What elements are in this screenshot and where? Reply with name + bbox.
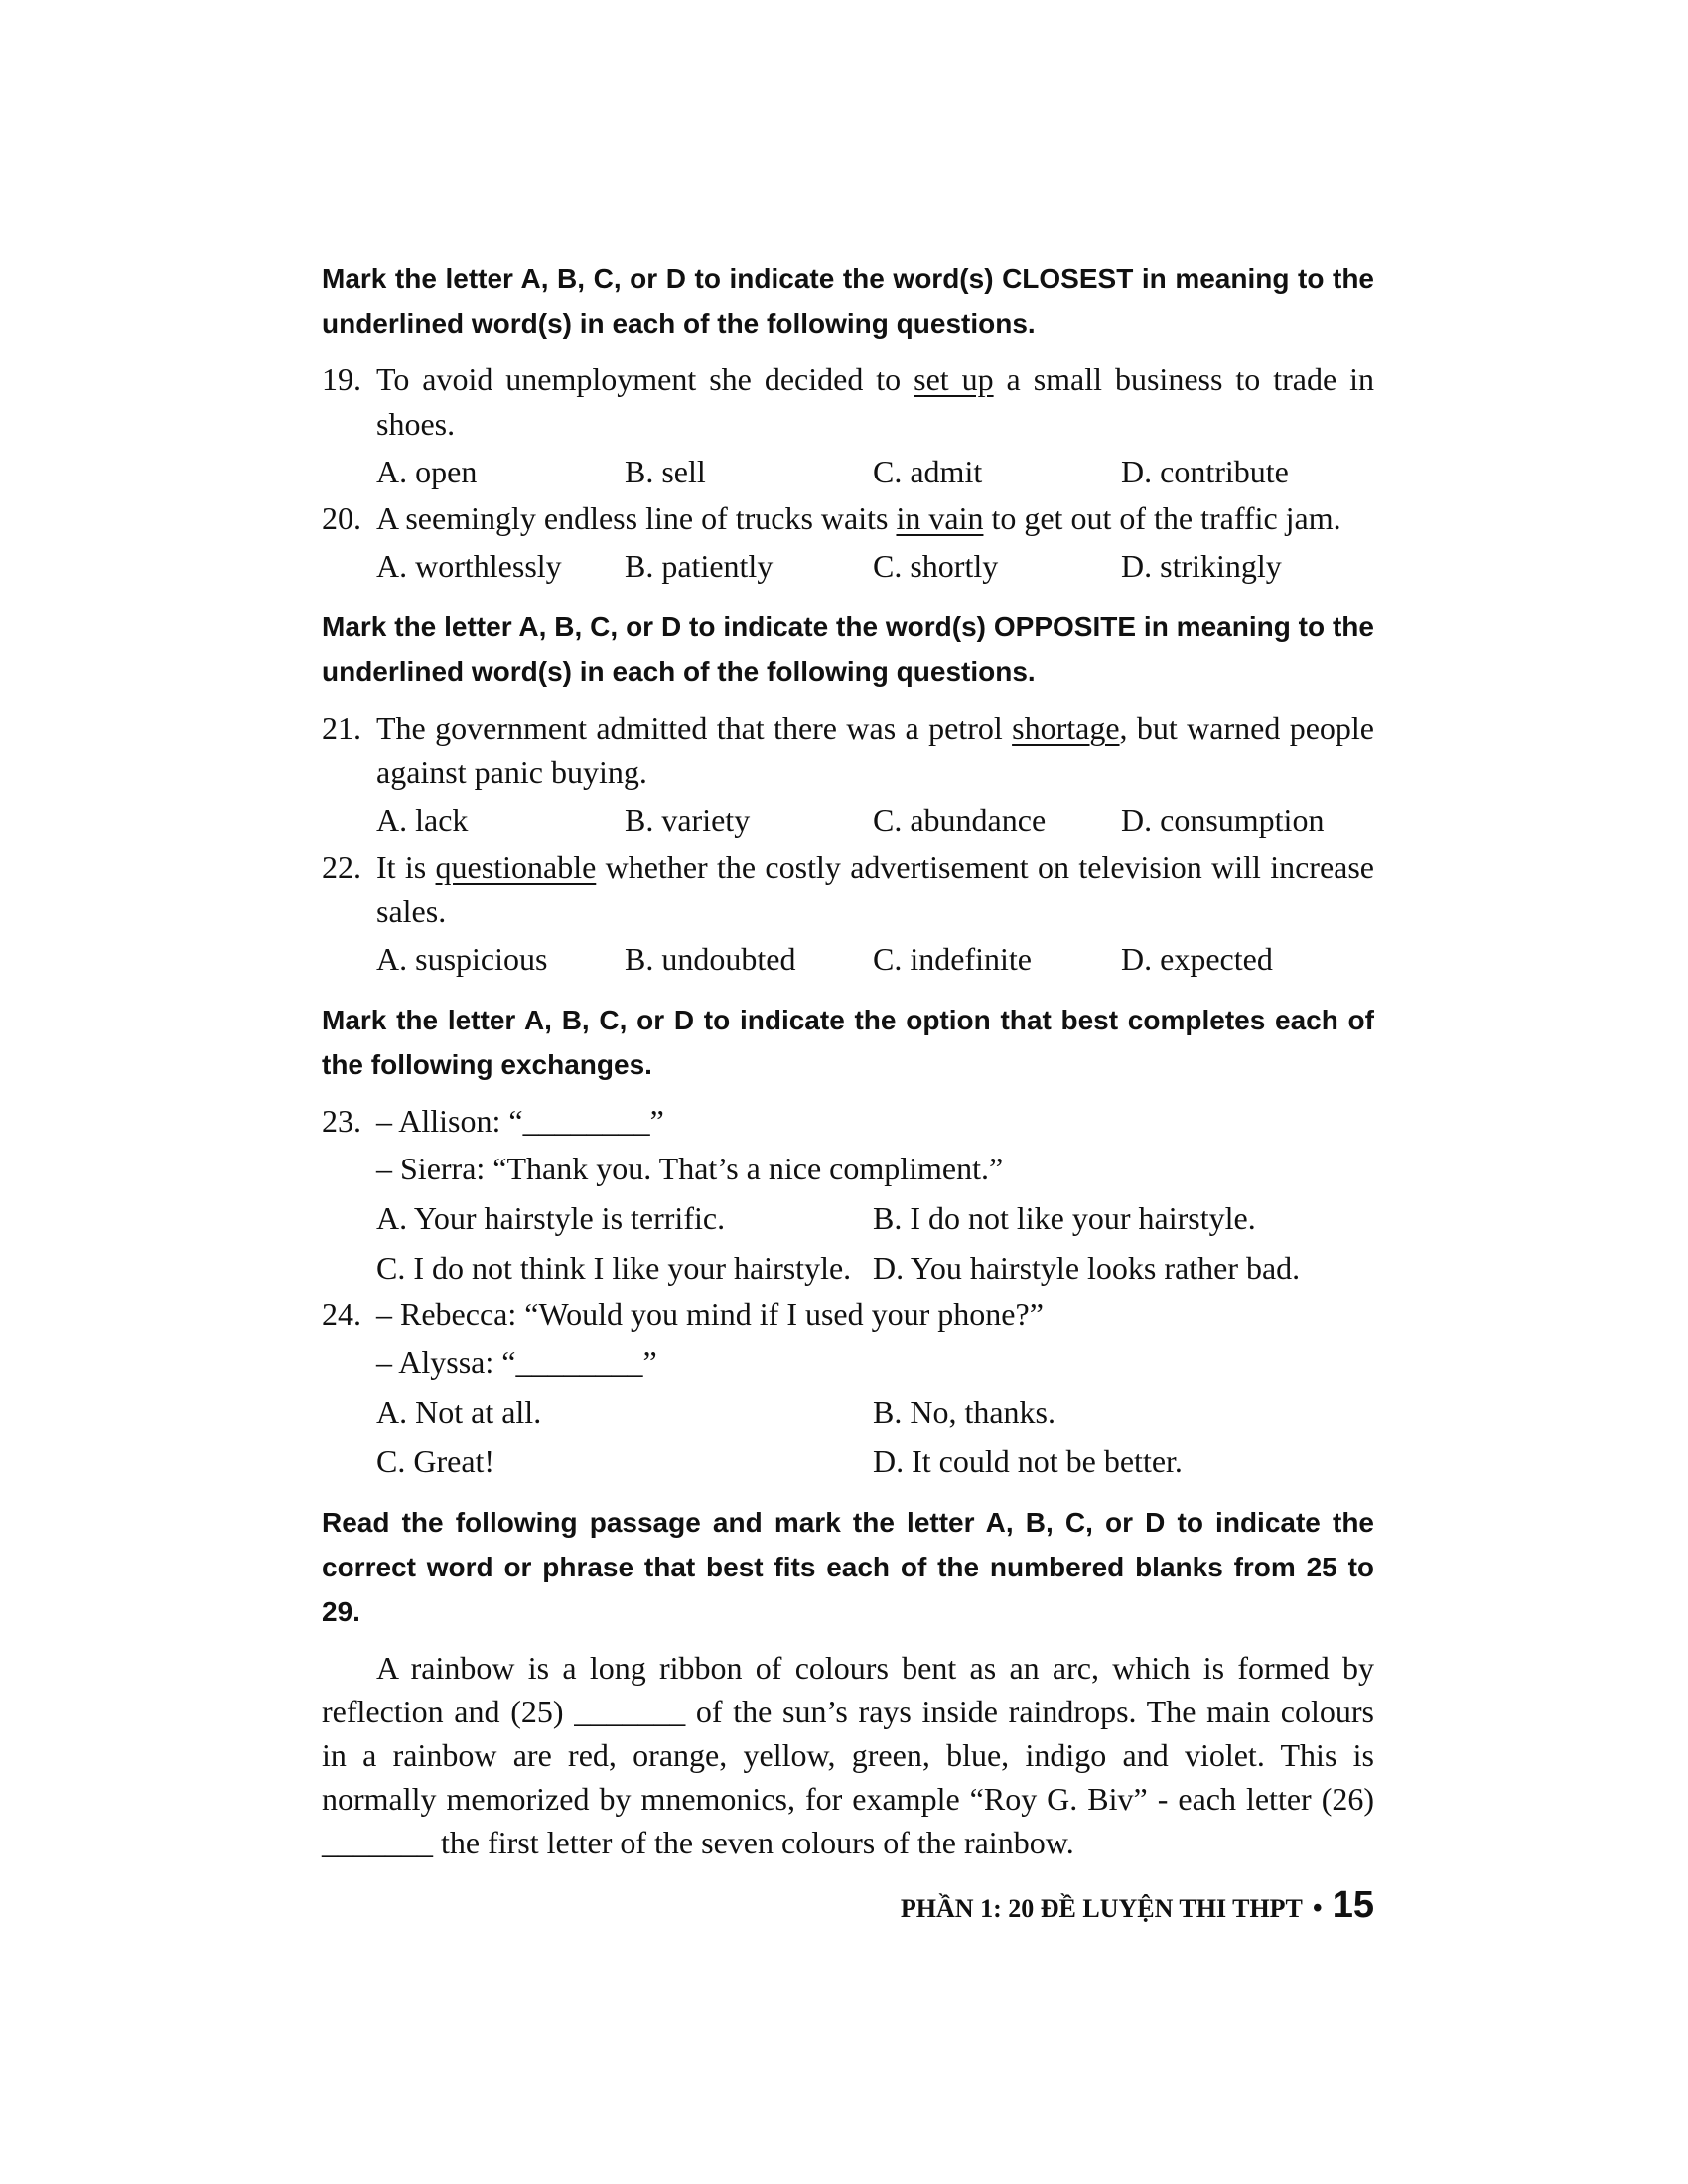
underlined-word: in vain [896,500,984,536]
footer-section-label: PHẦN 1: 20 ĐỀ LUYỆN THI THPT [900,1894,1303,1923]
options-22 [322,934,1374,984]
question-text: whether the costly advertisement on television will increase sales. [376,849,1374,929]
instruction-closest: Mark the letter A, B, C, or D to indicate the word(s) CLOSEST in meaning to the underlined word(s) in each of the following questions. [322,263,1374,339]
option-a[interactable]: A. worthlessly [376,548,562,584]
option-d[interactable]: D. strikingly [1121,548,1282,584]
option-b[interactable]: B. undoubted [625,941,796,977]
underlined-word: shortage [1012,710,1120,746]
dialogue-line: – Allison: “________” [376,1103,664,1139]
question-21 [322,706,1374,795]
question-text: A seemingly endless line of trucks waits [376,500,897,536]
question-23 [322,1099,1374,1144]
question-number: 21. [322,710,361,746]
options-24 [322,1387,1374,1486]
option-a[interactable]: A. lack [376,802,469,838]
options-21 [322,795,1374,845]
page-content [322,256,1374,1864]
option-b[interactable]: B. I do not like your hairstyle. [873,1200,1256,1236]
option-a[interactable]: A. Your hairstyle is terrific. [376,1200,726,1236]
instruction-exchanges: Mark the letter A, B, C, or D to indicate the option that best completes each of the following exchanges. [322,1005,1374,1080]
page-number: 15 [1332,1884,1374,1926]
page-footer [901,1884,1374,1927]
dialogue-line: – Alyssa: “________” [376,1344,657,1380]
option-d[interactable]: D. consumption [1121,802,1325,838]
option-d[interactable]: D. expected [1121,941,1273,977]
dialogue-line: – Rebecca: “Would you mind if I used your phone?” [376,1297,1044,1332]
instruction-opposite: Mark the letter A, B, C, or D to indicate the word(s) OPPOSITE in meaning to the underlined word(s) in each of the following questions. [322,612,1374,687]
option-a[interactable]: A. suspicious [376,941,548,977]
option-b[interactable]: B. No, thanks. [873,1394,1055,1430]
question-number: 23. [322,1103,361,1139]
options-23 [322,1193,1374,1293]
underlined-word: questionable [435,849,597,885]
question-text: To avoid unemployment she decided to [376,361,914,397]
option-c[interactable]: C. indefinite [873,941,1032,977]
reading-passage: A rainbow is a long ribbon of colours bent as an arc, which is formed by reflection and (25) _______ of the sun’s rays inside raindrops. The main colours in a rainbow are red, orange, yellow, green, blue, indigo and violet. This is normally memorized by mnemonics, for example “Roy G. Biv” - each letter (26) _______ the first letter of the seven colours of the rainbow. [322,1650,1374,1860]
question-text: It is [376,849,436,885]
question-20 [322,496,1374,541]
question-text: a small business to trade in shoes. [376,361,1375,442]
question-22 [322,845,1374,934]
option-c[interactable]: C. admit [873,454,983,489]
option-c[interactable]: C. abundance [873,802,1047,838]
option-b[interactable]: B. variety [625,802,751,838]
option-d[interactable]: D. You hairstyle looks rather bad. [873,1250,1301,1286]
question-text: The government admitted that there was a petrol [376,710,1013,746]
footer-bullet: • [1312,1893,1323,1924]
option-b[interactable]: B. sell [625,454,706,489]
option-c[interactable]: C. shortly [873,548,999,584]
question-number: 19. [322,361,361,397]
underlined-word: set up [914,361,994,397]
option-d[interactable]: D. It could not be better. [873,1443,1183,1479]
question-number: 20. [322,500,361,536]
question-text: , but warned people against panic buying. [376,710,1374,790]
option-b[interactable]: B. patiently [625,548,774,584]
option-d[interactable]: D. contribute [1121,454,1289,489]
question-number: 24. [322,1297,361,1332]
options-19 [322,447,1374,496]
option-c[interactable]: C. Great! [376,1443,495,1479]
question-text: to get out of the traffic jam. [983,500,1341,536]
dialogue-line: – Sierra: “Thank you. That’s a nice compliment.” [376,1151,1004,1186]
instruction-passage: Read the following passage and mark the letter A, B, C, or D to indicate the correct word or phrase that best fits each of the numbered blanks from 25 to 29. [322,1507,1374,1627]
options-20 [322,541,1374,591]
question-number: 22. [322,849,361,885]
question-19 [322,357,1374,447]
option-c[interactable]: C. I do not think I like your hairstyle. [376,1250,852,1286]
option-a[interactable]: A. Not at all. [376,1394,542,1430]
question-24 [322,1293,1374,1337]
option-a[interactable]: A. open [376,454,478,489]
